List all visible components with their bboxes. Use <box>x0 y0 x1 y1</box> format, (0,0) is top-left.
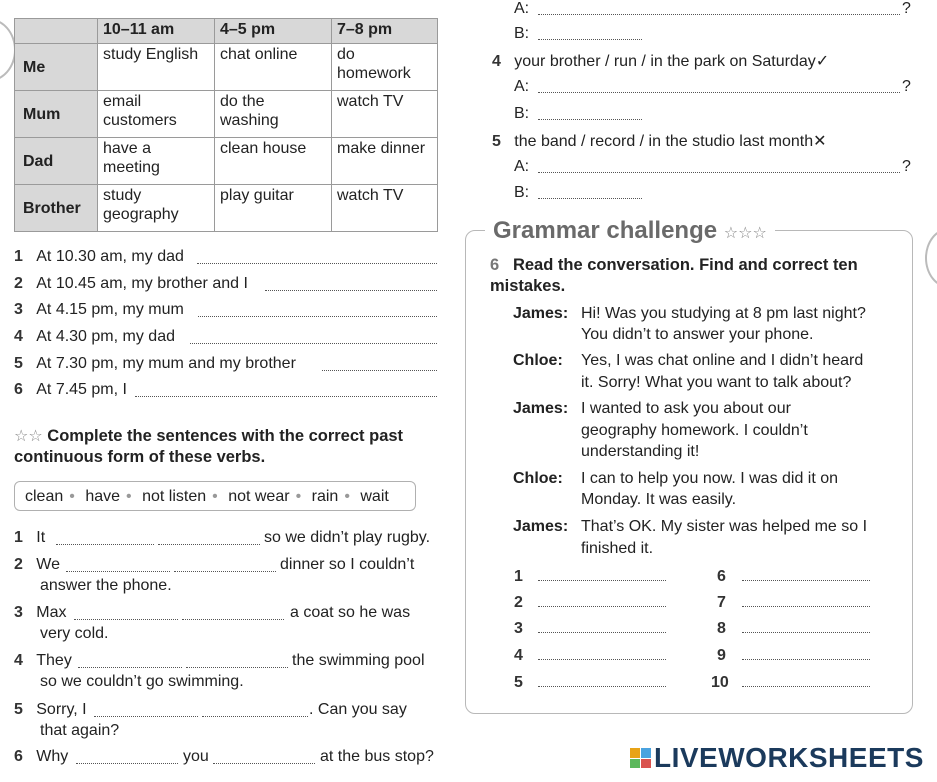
speaker-a-label: A: <box>514 158 530 175</box>
answer-blank[interactable] <box>197 249 437 264</box>
speaker-label: Chloe: <box>513 470 563 487</box>
liveworksheets-logo: LIVEWORKSHEETS <box>654 742 924 773</box>
word-option: wait <box>360 488 389 505</box>
grammar-challenge-title <box>485 216 775 246</box>
table-cell: watch TV <box>332 185 438 232</box>
answer-blank[interactable] <box>202 702 308 717</box>
item-text: a coat so he was <box>290 604 411 621</box>
answer-blank[interactable] <box>182 605 284 620</box>
answer-blank[interactable] <box>538 566 666 581</box>
item-number: 1 <box>14 248 23 265</box>
answer-blank[interactable] <box>198 302 437 317</box>
item-text: very cold. <box>40 625 109 642</box>
table-cell: make dinner <box>332 138 438 185</box>
word-box: clean • have • not listen • not wear • rain • wait <box>14 481 416 511</box>
cross-icon: ✕ <box>813 133 827 150</box>
answer-blank[interactable] <box>174 557 276 572</box>
word-option: rain <box>311 488 339 505</box>
check-icon: ✓ <box>815 53 830 70</box>
decorative-circle-right <box>925 228 937 288</box>
schedule-table <box>14 18 438 232</box>
answer-number: 4 <box>514 647 523 664</box>
answer-blank[interactable] <box>538 0 900 15</box>
item-text: It <box>36 529 46 546</box>
word-option: have <box>85 488 121 505</box>
item-text: dinner so I couldn’t <box>280 556 415 573</box>
answer-blank[interactable] <box>265 276 437 291</box>
item-text: the band / record / in the studio last month <box>514 133 814 150</box>
ex2-item <box>14 556 60 574</box>
dialogue-line: I can to help you now. I was did it on <box>581 470 839 487</box>
answer-blank[interactable] <box>158 530 260 545</box>
item-text: so we didn’t play rugby. <box>264 529 431 546</box>
item-text: so we couldn’t go swimming. <box>40 673 244 690</box>
answer-blank[interactable] <box>78 653 182 668</box>
question-mark: ? <box>902 0 911 17</box>
item-text: At 10.30 am, my dad <box>36 248 184 265</box>
answer-number: 2 <box>514 594 523 611</box>
answer-blank[interactable] <box>186 653 288 668</box>
ex1-item <box>14 275 248 293</box>
item-text: At 7.45 pm, I <box>36 381 127 398</box>
dialogue-line: Monday. It was easily. <box>581 491 737 508</box>
ex1-item <box>14 381 127 399</box>
answer-blank[interactable] <box>742 592 870 607</box>
ex2-item <box>14 529 45 547</box>
item-number: 5 <box>14 701 23 718</box>
item-number: 5 <box>14 355 23 372</box>
table-row <box>15 91 438 138</box>
table-cell: watch TV <box>332 91 438 138</box>
dialogue-line: understanding it! <box>581 443 700 460</box>
answer-blank[interactable] <box>742 566 870 581</box>
speaker-b-label: B: <box>514 25 530 42</box>
table-cell: clean house <box>215 138 332 185</box>
answer-number: 5 <box>514 674 523 691</box>
instruction-text: Read the conversation. Find and correct ten mistakes. <box>490 256 858 295</box>
dialogue-line: Hi! Was you studying at 8 pm last night? <box>581 305 866 322</box>
answer-blank[interactable] <box>538 105 642 120</box>
answer-blank[interactable] <box>66 557 170 572</box>
ex1-item <box>14 248 184 266</box>
answer-blank[interactable] <box>94 702 198 717</box>
item-text: At 10.45 am, my brother and I <box>36 275 248 292</box>
item-number: 6 <box>14 748 23 765</box>
liveworksheets-logo-icon <box>630 748 650 768</box>
answer-number: 1 <box>514 568 523 585</box>
ex3-item <box>492 131 827 151</box>
answer-blank[interactable] <box>742 645 870 660</box>
item-number: 1 <box>14 529 23 546</box>
speaker-label: James: <box>513 518 569 535</box>
answer-blank[interactable] <box>538 592 666 607</box>
dialogue-line: I wanted to ask you about our <box>581 400 791 417</box>
item-text: At 7.30 pm, my mum and my brother <box>36 355 296 372</box>
answer-number: 8 <box>717 620 726 637</box>
speaker-a-label: A: <box>514 0 530 17</box>
dialogue-line: That’s OK. My sister was helped me so I <box>581 518 868 535</box>
table-cell: study geography <box>98 185 215 232</box>
item-number: 2 <box>14 556 23 573</box>
table-header-row <box>15 19 438 44</box>
section-title: Grammar challenge <box>493 217 718 244</box>
table-cell: play guitar <box>215 185 332 232</box>
star-icon: ☆☆ <box>14 428 43 445</box>
answer-blank[interactable] <box>742 672 870 687</box>
speaker-b-label: B: <box>514 105 530 122</box>
ex2-item <box>14 604 66 622</box>
table-cell: do homework <box>332 44 438 91</box>
answer-blank[interactable] <box>56 530 154 545</box>
word-option: not wear <box>228 488 290 505</box>
table-row <box>15 185 438 232</box>
dialogue-line: You didn’t to answer your phone. <box>581 326 814 343</box>
item-number: 5 <box>492 133 501 150</box>
table-cell: do the washing <box>215 91 332 138</box>
item-text: that again? <box>40 722 120 739</box>
item-number: 3 <box>14 604 23 621</box>
answer-number: 6 <box>717 568 726 585</box>
item-text: At 4.15 pm, my mum <box>36 301 184 318</box>
question-mark: ? <box>902 78 911 95</box>
item-number: 3 <box>14 301 23 318</box>
item-number: 6 <box>14 381 23 398</box>
instruction-text: Complete the sentences with the correct past continuous form of these verbs. <box>14 427 404 466</box>
answer-number: 7 <box>717 594 726 611</box>
ex2-item <box>14 701 87 719</box>
speaker-label: Chloe: <box>513 352 563 369</box>
item-text: They <box>36 652 72 669</box>
ex2-item <box>14 652 72 670</box>
table-header: 7–8 pm <box>332 19 438 44</box>
item-number: 4 <box>492 53 501 70</box>
item-text: At 4.30 pm, my dad <box>36 328 175 345</box>
item-text: Sorry, I <box>36 701 87 718</box>
answer-number: 3 <box>514 620 523 637</box>
answer-blank[interactable] <box>190 329 437 344</box>
answer-blank[interactable] <box>538 25 642 40</box>
ex1-item <box>14 301 184 319</box>
question-mark: ? <box>902 158 911 175</box>
item-text: We <box>36 556 60 573</box>
answer-blank[interactable] <box>538 618 666 633</box>
item-text: you <box>183 748 209 765</box>
ex2-item <box>14 748 68 766</box>
star-icon: ☆☆☆ <box>723 225 767 242</box>
answer-blank[interactable] <box>538 184 642 199</box>
item-text: at the bus stop? <box>320 748 434 765</box>
dialogue-line: geography homework. I couldn’t <box>581 422 808 439</box>
item-number: 6 <box>490 256 500 274</box>
item-number: 4 <box>14 652 23 669</box>
dialogue-line: it. Sorry! What you want to talk about? <box>581 374 852 391</box>
ex6-instruction <box>490 255 900 297</box>
item-text: your brother / run / in the park on Saturday <box>514 53 816 70</box>
table-cell: chat online <box>215 44 332 91</box>
dialogue-line: Yes, I was chat online and I didn’t heard <box>581 352 864 369</box>
answer-blank[interactable] <box>76 749 178 764</box>
speaker-label: James: <box>513 305 569 322</box>
answer-blank[interactable] <box>538 672 666 687</box>
dialogue-line: finished it. <box>581 540 654 557</box>
answer-blank[interactable] <box>135 382 437 397</box>
table-cell-person: Me <box>15 44 98 91</box>
table-header: 4–5 pm <box>215 19 332 44</box>
item-text: Why <box>36 748 69 765</box>
item-number: 4 <box>14 328 23 345</box>
table-row <box>15 44 438 91</box>
ex2-instruction <box>14 426 454 468</box>
speaker-a-label: A: <box>514 78 530 95</box>
item-text: answer the phone. <box>40 577 172 594</box>
answer-blank[interactable] <box>74 605 178 620</box>
answer-blank[interactable] <box>742 618 870 633</box>
speaker-label: James: <box>513 400 569 417</box>
answer-number: 9 <box>717 647 726 664</box>
answer-blank[interactable] <box>213 749 315 764</box>
table-header <box>15 19 98 44</box>
table-cell: email customers <box>98 91 215 138</box>
item-text: the swimming pool <box>292 652 425 669</box>
ex1-item <box>14 328 175 346</box>
table-cell: have a meeting <box>98 138 215 185</box>
answer-number: 10 <box>711 674 729 691</box>
table-cell-person: Brother <box>15 185 98 232</box>
table-cell-person: Dad <box>15 138 98 185</box>
table-header: 10–11 am <box>98 19 215 44</box>
ex1-item <box>14 355 296 373</box>
table-cell: study English <box>98 44 215 91</box>
word-option: not listen <box>142 488 207 505</box>
answer-blank[interactable] <box>322 356 437 371</box>
speaker-b-label: B: <box>514 184 530 201</box>
answer-blank[interactable] <box>538 158 900 173</box>
item-text: Max <box>36 604 67 621</box>
table-row <box>15 138 438 185</box>
answer-blank[interactable] <box>538 78 900 93</box>
word-option: clean <box>25 488 64 505</box>
item-number: 2 <box>14 275 23 292</box>
answer-blank[interactable] <box>538 645 666 660</box>
ex3-item <box>492 51 829 71</box>
item-text: . Can you say <box>309 701 407 718</box>
table-cell-person: Mum <box>15 91 98 138</box>
